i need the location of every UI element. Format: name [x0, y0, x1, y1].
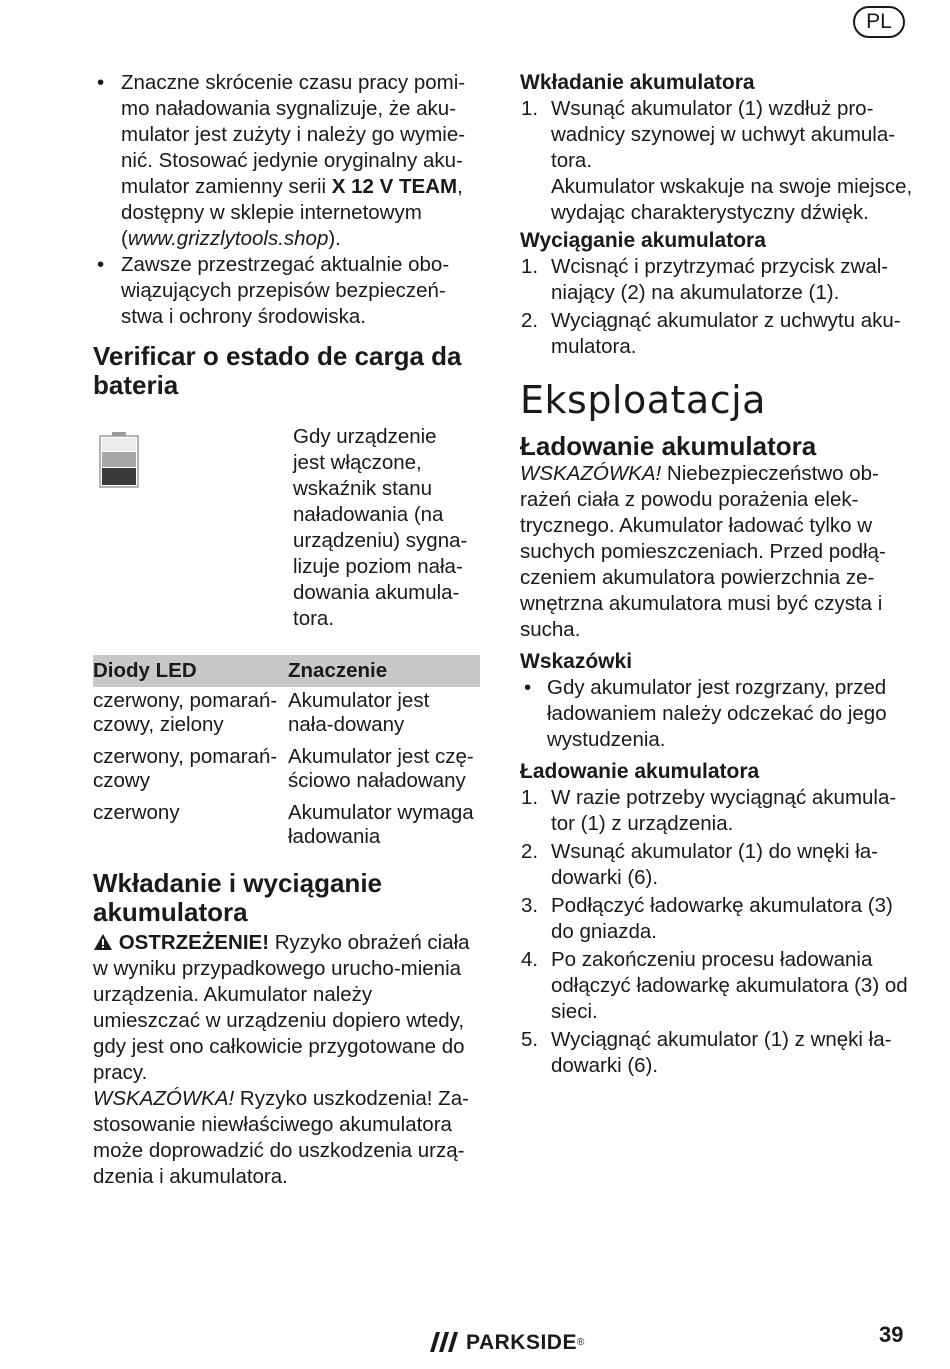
- warning-label: OSTRZEŻENIE!: [118, 931, 270, 954]
- step-number: 1.: [521, 786, 539, 809]
- step-number: 3.: [521, 894, 539, 917]
- note-text: Niebezpieczeństwo ob-rażeń ciała z powodu porażenia elek-trycznego. Akumulator ładować tylko w suchych pomieszczeniach. Przed podłą-czeniem akumulatora powierzchnia ze-wnętrzna akumulatora musi być czysta i sucha.: [520, 462, 886, 641]
- table-cell: Akumulator jest czę-ściowo naładowany: [288, 745, 474, 792]
- step-number: 2.: [521, 840, 539, 863]
- subheading-remove: Wyciąganie akumulatora: [520, 229, 766, 252]
- remove-steps: [520, 254, 915, 360]
- right-column: [520, 70, 915, 1081]
- step-text: Wyciągnąć akumulator (1) z wnęki ła-dowarki (6).: [551, 1028, 892, 1077]
- step-text: Wcisnąć i przytrzymać przycisk zwal-niający (2) na akumulatorze (1).: [551, 255, 889, 304]
- list-item: [520, 96, 915, 226]
- hints-list: [520, 675, 915, 753]
- step-text: Podłączyć ładowarkę akumulatora (3) do gniazda.: [551, 894, 893, 943]
- brand-logo: [430, 1330, 584, 1356]
- step-extra: Akumulator wskakuje na swoje miejsce, wydając charakterystyczny dźwięk.: [551, 175, 913, 224]
- list-item: [93, 70, 483, 252]
- table-cell: czerwony: [93, 801, 180, 824]
- step-text: Po zakończeniu procesu ładowania odłączyć ładowarkę akumulatora (3) od sieci.: [551, 948, 908, 1023]
- step-number: 2.: [521, 309, 539, 332]
- table-header: Diody LED: [93, 655, 288, 687]
- warning-icon: [93, 931, 113, 954]
- language-badge: PL: [853, 6, 905, 38]
- step-number: 5.: [521, 1028, 539, 1051]
- list-item: [520, 308, 915, 360]
- subheading-insert: Wkładanie akumulatora: [520, 71, 755, 94]
- step-text: Wsunąć akumulator (1) wzdłuż pro-wadnicy szynowej w uchwyt akumula-tora.: [551, 97, 896, 172]
- table-cell: czerwony, pomarań-czowy, zielony: [93, 689, 278, 736]
- table-row: [93, 687, 480, 743]
- registered-mark: ®: [576, 1337, 585, 1348]
- brand-slashes-icon: [430, 1332, 462, 1354]
- list-item: [93, 252, 483, 330]
- chapter-title: Eksploatacja: [520, 378, 766, 422]
- table-header: Znaczenie: [288, 655, 480, 687]
- led-table: [93, 655, 480, 855]
- step-text: Wsunąć akumulator (1) do wnęki ła-dowarki (6).: [551, 840, 878, 889]
- table-row: [93, 743, 480, 799]
- bullet-text: Zawsze przestrzegać aktualnie obo-wiązujących przepisów bezpieczeń-stwa i ochrony środowiska.: [121, 253, 450, 328]
- warning-text: Ryzyko obrażeń ciała w wyniku przypadkowego urucho-mienia urządzenia. Akumulator należy umieszczać w urządzeniu dopiero wtedy, gdy jest ono całkowicie przygotowane do pracy.: [93, 931, 470, 1084]
- list-item: [520, 947, 915, 1025]
- battery-indicator-block: [93, 424, 483, 639]
- subheading-hints: Wskazówki: [520, 650, 633, 673]
- bullet-text: ).: [328, 227, 341, 250]
- table-cell: czerwony, pomarań-czowy: [93, 745, 278, 792]
- table-cell: Akumulator jest nała-dowany: [288, 689, 430, 736]
- note-label: WSKAZÓWKA!: [520, 462, 662, 485]
- battery-icon: [93, 424, 293, 639]
- section-title-charging: Ładowanie akumulatora: [520, 431, 817, 461]
- list-item: [520, 254, 915, 306]
- list-item: [520, 1027, 915, 1079]
- step-number: 1.: [521, 255, 539, 278]
- section-title-insert-remove: Wkładanie i wyciąganie akumulatora: [93, 868, 382, 927]
- note-label: WSKAZÓWKA!: [93, 1087, 235, 1110]
- left-column: [93, 70, 483, 1190]
- brand-name: PARKSIDE: [466, 1331, 577, 1354]
- step-number: 4.: [521, 948, 539, 971]
- step-text: W razie potrzeby wyciągnąć akumula-tor (1) z urządzenia.: [551, 786, 897, 835]
- battery-description: Gdy urządzenie jest włączone, wskaźnik stanu naładowania (na urządzeniu) sygna-lizuje poziom nała-dowania akumula-tora.: [293, 425, 468, 630]
- section-title-battery-status: Verificar o estado de carga da bateria: [93, 341, 462, 400]
- warning-paragraph: [93, 930, 483, 1086]
- note-paragraph: [93, 1086, 483, 1190]
- list-item: [520, 893, 915, 945]
- bullet-text: , dostępny w sklepie internetowym (: [121, 175, 463, 250]
- table-cell: Akumulator wymaga ładowania: [288, 801, 474, 848]
- shop-url: www.grizzlytools.shop: [127, 227, 329, 250]
- list-item: [520, 785, 915, 837]
- step-text: Wyciągnąć akumulator z uchwytu aku-mulatora.: [551, 309, 901, 358]
- charging-note: [520, 461, 915, 643]
- list-item: [520, 839, 915, 891]
- charging-steps: [520, 785, 915, 1079]
- list-item: • Gdy akumulator jest rozgrzany, przed ładowaniem należy odczekać do jego wystudzenia.: [520, 675, 915, 753]
- subheading-charging-steps: Ładowanie akumulatora: [520, 760, 760, 783]
- page-number: 39: [879, 1322, 904, 1347]
- step-number: 1.: [521, 97, 539, 120]
- bullet-text: Znaczne skrócenie czasu pracy pomi-mo naładowania sygnalizuje, że aku-mulator jest zużyty i należy go wymie-nić. Stosować jedynie oryginalny aku-mulator zamienny serii: [121, 71, 466, 198]
- insert-steps: [520, 96, 915, 226]
- series-name: X 12 V TEAM: [331, 175, 458, 198]
- intro-bullets: [93, 70, 483, 330]
- table-row: [93, 799, 480, 855]
- note-text: Ryzyko uszkodzenia! Za-stosowanie niewłaściwego akumulatora może doprowadzić do uszkodzenia urzą-dzenia i akumulatora.: [93, 1087, 469, 1188]
